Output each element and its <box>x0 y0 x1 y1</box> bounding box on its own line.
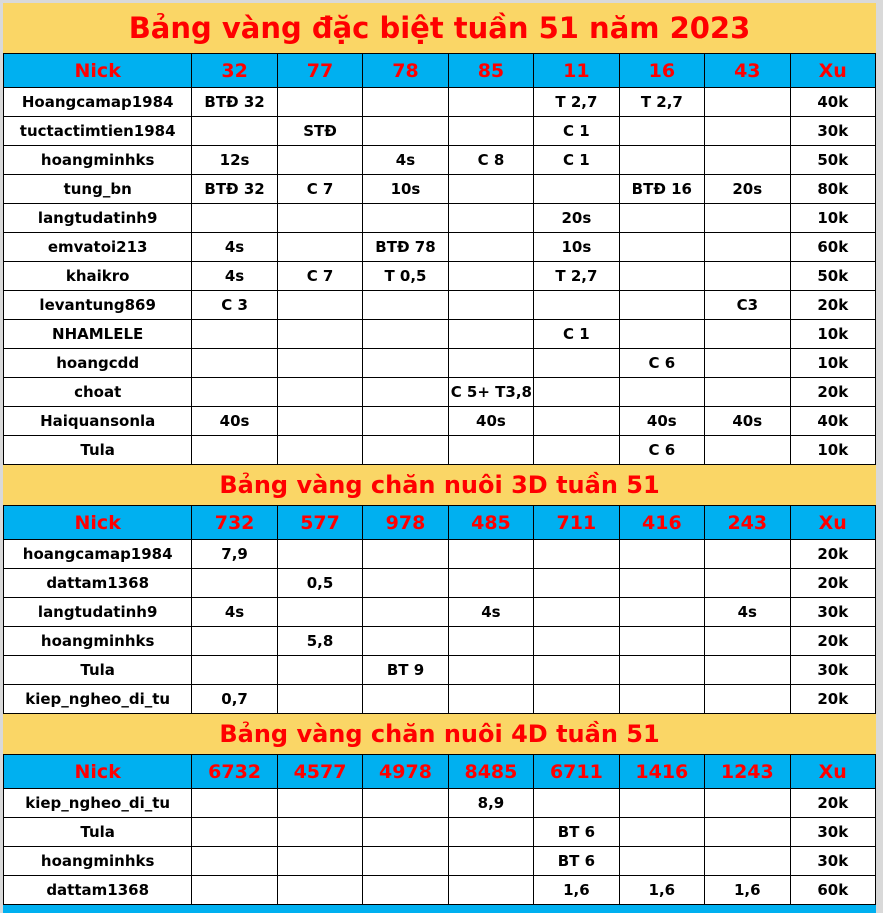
value-cell[interactable]: T 2,7 <box>534 88 619 117</box>
number-column-header[interactable]: 1243 <box>705 755 790 789</box>
value-cell[interactable] <box>705 146 790 175</box>
value-cell[interactable] <box>534 349 619 378</box>
header-row <box>4 54 876 88</box>
value-cell[interactable] <box>363 204 448 233</box>
value-cell[interactable]: 40s <box>448 407 533 436</box>
nick-cell[interactable]: hoangminhks <box>4 627 192 656</box>
xu-cell[interactable]: 20k <box>790 291 875 320</box>
nick-cell[interactable]: hoangminhks <box>4 146 192 175</box>
value-cell[interactable]: 5,8 <box>277 627 362 656</box>
value-cell[interactable] <box>363 291 448 320</box>
value-cell[interactable] <box>705 627 790 656</box>
xu-cell[interactable]: 30k <box>790 818 875 847</box>
value-cell[interactable] <box>192 320 277 349</box>
value-cell[interactable] <box>192 876 277 905</box>
value-cell[interactable]: BTĐ 16 <box>619 175 704 204</box>
table-row <box>4 407 876 436</box>
value-cell[interactable] <box>192 436 277 465</box>
xu-cell[interactable]: 30k <box>790 117 875 146</box>
value-cell[interactable] <box>705 685 790 714</box>
xu-cell[interactable]: 20k <box>790 789 875 818</box>
value-cell[interactable] <box>619 291 704 320</box>
value-cell[interactable] <box>363 598 448 627</box>
value-cell[interactable] <box>705 789 790 818</box>
value-cell[interactable] <box>277 204 362 233</box>
value-cell[interactable] <box>448 847 533 876</box>
value-cell[interactable]: 1,6 <box>619 876 704 905</box>
channuoi-3d-body <box>4 540 876 714</box>
value-cell[interactable] <box>619 569 704 598</box>
value-cell[interactable]: C 6 <box>619 349 704 378</box>
special-week-table <box>3 53 876 465</box>
value-cell[interactable] <box>277 233 362 262</box>
value-cell[interactable]: T 2,7 <box>619 88 704 117</box>
value-cell[interactable]: C 1 <box>534 320 619 349</box>
value-cell[interactable] <box>619 818 704 847</box>
value-cell[interactable] <box>192 627 277 656</box>
number-column-header[interactable]: 711 <box>534 506 619 540</box>
table-title-special: Bảng vàng đặc biệt tuần 51 năm 2023 <box>3 3 876 53</box>
nick-cell[interactable]: NHAMLELE <box>4 320 192 349</box>
nick-cell[interactable]: tuctactimtien1984 <box>4 117 192 146</box>
value-cell[interactable]: 4s <box>448 598 533 627</box>
number-column-header[interactable]: 43 <box>705 54 790 88</box>
value-cell[interactable]: 7,9 <box>192 540 277 569</box>
value-cell[interactable] <box>619 656 704 685</box>
value-cell[interactable]: 4s <box>192 233 277 262</box>
value-cell[interactable]: C 6 <box>619 436 704 465</box>
value-cell[interactable] <box>619 540 704 569</box>
value-cell[interactable] <box>277 88 362 117</box>
xu-cell[interactable]: 80k <box>790 175 875 204</box>
table-row <box>4 233 876 262</box>
value-cell[interactable] <box>448 818 533 847</box>
nick-column-header[interactable]: Nick <box>4 54 192 88</box>
xu-cell[interactable]: 10k <box>790 320 875 349</box>
value-cell[interactable]: 40s <box>619 407 704 436</box>
value-cell[interactable] <box>705 818 790 847</box>
table-row <box>4 262 876 291</box>
nick-cell[interactable]: dattam1368 <box>4 569 192 598</box>
value-cell[interactable] <box>448 569 533 598</box>
value-cell[interactable] <box>534 436 619 465</box>
value-cell[interactable]: 40s <box>705 407 790 436</box>
value-cell[interactable] <box>448 117 533 146</box>
table-row <box>4 540 876 569</box>
table-row <box>4 291 876 320</box>
next-table-header-partial <box>3 905 876 913</box>
value-cell[interactable] <box>705 378 790 407</box>
table-row <box>4 349 876 378</box>
nick-cell[interactable]: hoangminhks <box>4 847 192 876</box>
value-cell[interactable]: C 1 <box>534 117 619 146</box>
value-cell[interactable] <box>363 685 448 714</box>
value-cell[interactable] <box>619 627 704 656</box>
table-row <box>4 818 876 847</box>
number-column-header[interactable]: 1416 <box>619 755 704 789</box>
value-cell[interactable] <box>619 378 704 407</box>
value-cell[interactable] <box>705 540 790 569</box>
value-cell[interactable] <box>192 656 277 685</box>
table-row <box>4 847 876 876</box>
table-row <box>4 378 876 407</box>
value-cell[interactable] <box>363 876 448 905</box>
table-row <box>4 204 876 233</box>
nick-column-header[interactable]: Nick <box>4 755 192 789</box>
value-cell[interactable]: BT 9 <box>363 656 448 685</box>
value-cell[interactable] <box>448 627 533 656</box>
value-cell[interactable] <box>192 378 277 407</box>
table-row <box>4 88 876 117</box>
number-column-header[interactable]: 4577 <box>277 755 362 789</box>
special-table-body <box>4 88 876 465</box>
value-cell[interactable] <box>277 320 362 349</box>
value-cell[interactable] <box>534 598 619 627</box>
xu-cell[interactable]: 30k <box>790 598 875 627</box>
nick-cell[interactable]: Tula <box>4 818 192 847</box>
nick-cell[interactable]: kiep_ngheo_di_tu <box>4 685 192 714</box>
table-row <box>4 146 876 175</box>
value-cell[interactable] <box>534 627 619 656</box>
channuoi-4d-header <box>4 755 876 789</box>
value-cell[interactable] <box>277 407 362 436</box>
value-cell[interactable] <box>277 436 362 465</box>
table-title-4d: Bảng vàng chăn nuôi 4D tuần 51 <box>3 714 876 754</box>
value-cell[interactable] <box>705 436 790 465</box>
value-cell[interactable] <box>448 320 533 349</box>
table-row <box>4 569 876 598</box>
value-cell[interactable] <box>448 436 533 465</box>
value-cell[interactable] <box>192 117 277 146</box>
value-cell[interactable]: 20s <box>705 175 790 204</box>
xu-column-header[interactable]: Xu <box>790 506 875 540</box>
table-title-3d: Bảng vàng chăn nuôi 3D tuần 51 <box>3 465 876 505</box>
value-cell[interactable] <box>363 540 448 569</box>
value-cell[interactable] <box>363 847 448 876</box>
value-cell[interactable]: 40s <box>192 407 277 436</box>
value-cell[interactable] <box>277 685 362 714</box>
number-column-header[interactable]: 978 <box>363 506 448 540</box>
value-cell[interactable] <box>534 789 619 818</box>
value-cell[interactable] <box>534 407 619 436</box>
number-column-header[interactable]: 78 <box>363 54 448 88</box>
value-cell[interactable] <box>534 540 619 569</box>
value-cell[interactable]: C 8 <box>448 146 533 175</box>
value-cell[interactable] <box>448 204 533 233</box>
value-cell[interactable] <box>619 204 704 233</box>
value-cell[interactable] <box>705 233 790 262</box>
value-cell[interactable] <box>534 685 619 714</box>
table-row <box>4 876 876 905</box>
channuoi-3d-table <box>3 505 876 714</box>
table-row <box>4 320 876 349</box>
xu-cell[interactable]: 30k <box>790 656 875 685</box>
xu-cell[interactable]: 50k <box>790 262 875 291</box>
number-column-header[interactable]: 485 <box>448 506 533 540</box>
value-cell[interactable]: T 2,7 <box>534 262 619 291</box>
nick-column-header[interactable]: Nick <box>4 506 192 540</box>
value-cell[interactable]: 4s <box>363 146 448 175</box>
nick-cell[interactable]: hoangcamap1984 <box>4 540 192 569</box>
value-cell[interactable] <box>619 847 704 876</box>
value-cell[interactable] <box>277 349 362 378</box>
value-cell[interactable]: 20s <box>534 204 619 233</box>
number-column-header[interactable]: 6711 <box>534 755 619 789</box>
value-cell[interactable] <box>277 378 362 407</box>
value-cell[interactable] <box>619 789 704 818</box>
value-cell[interactable] <box>192 204 277 233</box>
xu-cell[interactable]: 10k <box>790 204 875 233</box>
value-cell[interactable] <box>448 685 533 714</box>
value-cell[interactable] <box>363 627 448 656</box>
nick-cell[interactable]: langtudatinh9 <box>4 204 192 233</box>
value-cell[interactable] <box>705 349 790 378</box>
value-cell[interactable] <box>448 291 533 320</box>
table-row <box>4 656 876 685</box>
number-column-header[interactable]: 577 <box>277 506 362 540</box>
number-column-header[interactable]: 4978 <box>363 755 448 789</box>
xu-cell[interactable]: 10k <box>790 436 875 465</box>
value-cell[interactable] <box>363 320 448 349</box>
value-cell[interactable] <box>277 540 362 569</box>
value-cell[interactable] <box>363 789 448 818</box>
value-cell[interactable] <box>363 88 448 117</box>
value-cell[interactable]: BT 6 <box>534 847 619 876</box>
nick-cell[interactable]: Tula <box>4 436 192 465</box>
nick-cell[interactable]: dattam1368 <box>4 876 192 905</box>
value-cell[interactable] <box>363 349 448 378</box>
value-cell[interactable] <box>363 378 448 407</box>
value-cell[interactable] <box>705 117 790 146</box>
value-cell[interactable] <box>534 656 619 685</box>
table-row <box>4 598 876 627</box>
value-cell[interactable] <box>448 233 533 262</box>
number-column-header[interactable]: 416 <box>619 506 704 540</box>
table-row <box>4 789 876 818</box>
value-cell[interactable] <box>277 847 362 876</box>
channuoi-4d-body <box>4 789 876 905</box>
xu-cell[interactable]: 20k <box>790 685 875 714</box>
nick-cell[interactable]: hoangcdd <box>4 349 192 378</box>
value-cell[interactable] <box>277 789 362 818</box>
nick-cell[interactable]: langtudatinh9 <box>4 598 192 627</box>
value-cell[interactable]: BT 6 <box>534 818 619 847</box>
value-cell[interactable] <box>534 569 619 598</box>
nick-cell[interactable]: kiep_ngheo_di_tu <box>4 789 192 818</box>
value-cell[interactable] <box>363 407 448 436</box>
value-cell[interactable] <box>277 291 362 320</box>
nick-cell[interactable]: Haiquansonla <box>4 407 192 436</box>
value-cell[interactable] <box>192 789 277 818</box>
value-cell[interactable] <box>192 847 277 876</box>
xu-cell[interactable]: 40k <box>790 88 875 117</box>
nick-cell[interactable]: levantung869 <box>4 291 192 320</box>
value-cell[interactable] <box>705 88 790 117</box>
value-cell[interactable] <box>705 656 790 685</box>
table-row <box>4 436 876 465</box>
value-cell[interactable]: 0,5 <box>277 569 362 598</box>
value-cell[interactable] <box>619 233 704 262</box>
number-column-header[interactable]: 85 <box>448 54 533 88</box>
value-cell[interactable] <box>448 262 533 291</box>
xu-cell[interactable]: 60k <box>790 876 875 905</box>
value-cell[interactable] <box>277 656 362 685</box>
value-cell[interactable] <box>619 117 704 146</box>
number-column-header[interactable]: 732 <box>192 506 277 540</box>
value-cell[interactable] <box>363 117 448 146</box>
value-cell[interactable]: 4s <box>192 262 277 291</box>
table-row <box>4 627 876 656</box>
table-section-3d <box>3 465 876 714</box>
table-row <box>4 117 876 146</box>
value-cell[interactable]: C 5+ T3,8 <box>448 378 533 407</box>
xu-column-header[interactable]: Xu <box>790 755 875 789</box>
xu-cell[interactable]: 40k <box>790 407 875 436</box>
value-cell[interactable]: 1,6 <box>705 876 790 905</box>
value-cell[interactable] <box>448 175 533 204</box>
value-cell[interactable] <box>705 847 790 876</box>
xu-cell[interactable]: 60k <box>790 233 875 262</box>
nick-cell[interactable]: khaikro <box>4 262 192 291</box>
xu-cell[interactable]: 20k <box>790 540 875 569</box>
value-cell[interactable]: 4s <box>192 598 277 627</box>
value-cell[interactable] <box>619 146 704 175</box>
number-column-header[interactable]: 32 <box>192 54 277 88</box>
nick-cell[interactable]: tung_bn <box>4 175 192 204</box>
table-row <box>4 685 876 714</box>
value-cell[interactable] <box>192 349 277 378</box>
value-cell[interactable] <box>277 818 362 847</box>
nick-cell[interactable]: choat <box>4 378 192 407</box>
value-cell[interactable] <box>277 146 362 175</box>
value-cell[interactable]: T 0,5 <box>363 262 448 291</box>
value-cell[interactable] <box>534 378 619 407</box>
value-cell[interactable] <box>277 598 362 627</box>
value-cell[interactable] <box>192 569 277 598</box>
xu-cell[interactable]: 20k <box>790 627 875 656</box>
special-table-header <box>4 54 876 88</box>
value-cell[interactable]: 1,6 <box>534 876 619 905</box>
header-row <box>4 506 876 540</box>
value-cell[interactable]: C 7 <box>277 175 362 204</box>
value-cell[interactable]: 0,7 <box>192 685 277 714</box>
value-cell[interactable] <box>448 88 533 117</box>
value-cell[interactable] <box>705 262 790 291</box>
value-cell[interactable]: STĐ <box>277 117 362 146</box>
value-cell[interactable] <box>619 598 704 627</box>
nick-cell[interactable]: Tula <box>4 656 192 685</box>
table-row <box>4 175 876 204</box>
value-cell[interactable]: C 3 <box>192 291 277 320</box>
value-cell[interactable] <box>363 818 448 847</box>
value-cell[interactable]: BTĐ 32 <box>192 175 277 204</box>
table-section-special <box>3 3 876 465</box>
number-column-header[interactable]: 11 <box>534 54 619 88</box>
channuoi-4d-table <box>3 754 876 905</box>
value-cell[interactable] <box>277 876 362 905</box>
value-cell[interactable] <box>619 320 704 349</box>
value-cell[interactable]: 12s <box>192 146 277 175</box>
number-column-header[interactable]: 77 <box>277 54 362 88</box>
channuoi-3d-header <box>4 506 876 540</box>
nick-cell[interactable]: Hoangcamap1984 <box>4 88 192 117</box>
table-section-4d <box>3 714 876 905</box>
value-cell[interactable] <box>448 876 533 905</box>
number-column-header[interactable]: 8485 <box>448 755 533 789</box>
value-cell[interactable] <box>363 436 448 465</box>
number-column-header[interactable]: 16 <box>619 54 704 88</box>
value-cell[interactable]: C3 <box>705 291 790 320</box>
value-cell[interactable] <box>448 540 533 569</box>
header-row <box>4 755 876 789</box>
value-cell[interactable]: BTĐ 32 <box>192 88 277 117</box>
value-cell[interactable] <box>363 569 448 598</box>
xu-cell[interactable]: 10k <box>790 349 875 378</box>
value-cell[interactable] <box>705 320 790 349</box>
value-cell[interactable]: 10s <box>363 175 448 204</box>
value-cell[interactable] <box>619 262 704 291</box>
value-cell[interactable] <box>705 569 790 598</box>
value-cell[interactable]: 8,9 <box>448 789 533 818</box>
value-cell[interactable]: 10s <box>534 233 619 262</box>
value-cell[interactable] <box>448 656 533 685</box>
number-column-header[interactable]: 243 <box>705 506 790 540</box>
value-cell[interactable] <box>705 204 790 233</box>
value-cell[interactable] <box>448 349 533 378</box>
value-cell[interactable]: 4s <box>705 598 790 627</box>
value-cell[interactable]: C 1 <box>534 146 619 175</box>
xu-cell[interactable]: 50k <box>790 146 875 175</box>
xu-column-header[interactable]: Xu <box>790 54 875 88</box>
number-column-header[interactable]: 6732 <box>192 755 277 789</box>
xu-cell[interactable]: 30k <box>790 847 875 876</box>
xu-cell[interactable]: 20k <box>790 569 875 598</box>
value-cell[interactable] <box>534 291 619 320</box>
value-cell[interactable] <box>534 175 619 204</box>
value-cell[interactable] <box>192 818 277 847</box>
xu-cell[interactable]: 20k <box>790 378 875 407</box>
value-cell[interactable]: C 7 <box>277 262 362 291</box>
nick-cell[interactable]: emvatoi213 <box>4 233 192 262</box>
value-cell[interactable] <box>619 685 704 714</box>
value-cell[interactable]: BTĐ 78 <box>363 233 448 262</box>
